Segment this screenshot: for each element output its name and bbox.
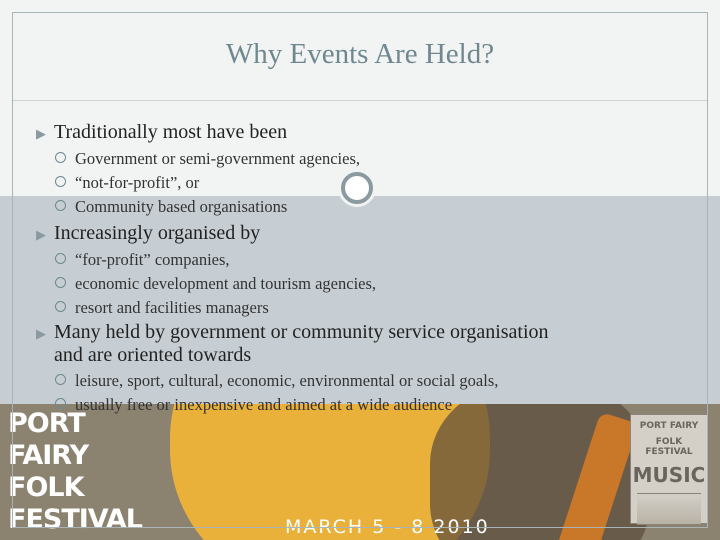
arrow-bullet-icon: ▶ — [36, 227, 46, 242]
ring-ornament-icon — [341, 172, 373, 204]
sub-bullet: usually free or inexpensive and aimed at a wide audience — [55, 395, 452, 415]
circle-bullet-icon — [55, 152, 66, 163]
logo-line: FOLK — [8, 472, 84, 503]
bullet-heading: ▶ Increasingly organised by — [36, 222, 261, 244]
circle-bullet-icon — [55, 374, 66, 385]
sub-bullet: “not-for-profit”, or — [55, 173, 199, 193]
sub-bullet: Community based organisations — [55, 197, 287, 217]
bullet-heading-continued: and are oriented towards — [54, 344, 252, 366]
logo-line: FESTIVAL — [8, 504, 142, 535]
title-divider — [13, 100, 707, 101]
sub-bullet: “for-profit” companies, — [55, 250, 230, 270]
circle-bullet-icon — [55, 277, 66, 288]
sub-bullet: Government or semi-government agencies, — [55, 149, 360, 169]
badge-music: MUSIC — [632, 463, 706, 487]
circle-bullet-icon — [55, 176, 66, 187]
circle-bullet-icon — [55, 253, 66, 264]
bullet-heading: ▶ Many held by government or community service organisation — [36, 321, 549, 343]
badge-line: PORT FAIRY — [639, 421, 699, 431]
badge-line: FOLK FESTIVAL — [645, 437, 693, 457]
festival-logo — [8, 408, 142, 536]
sub-bullet: leisure, sport, cultural, economic, environmental or social goals, — [55, 371, 498, 391]
festival-date: MARCH 5 - 8 2010 — [285, 516, 490, 538]
logo-line: FAIRY — [8, 440, 89, 471]
circle-bullet-icon — [55, 200, 66, 211]
circle-bullet-icon — [55, 398, 66, 409]
arrow-bullet-icon: ▶ — [36, 326, 46, 341]
logo-line: PORT — [8, 408, 85, 439]
badge-sketch — [637, 493, 701, 525]
sub-bullet: economic development and tourism agencies, — [55, 274, 376, 294]
slide-title: Why Events Are Held? — [225, 38, 495, 70]
sub-bullet: resort and facilities managers — [55, 298, 269, 318]
bullet-heading: ▶ Traditionally most have been — [36, 121, 288, 143]
festival-badge — [630, 414, 708, 524]
arrow-bullet-icon: ▶ — [36, 126, 46, 141]
circle-bullet-icon — [55, 301, 66, 312]
